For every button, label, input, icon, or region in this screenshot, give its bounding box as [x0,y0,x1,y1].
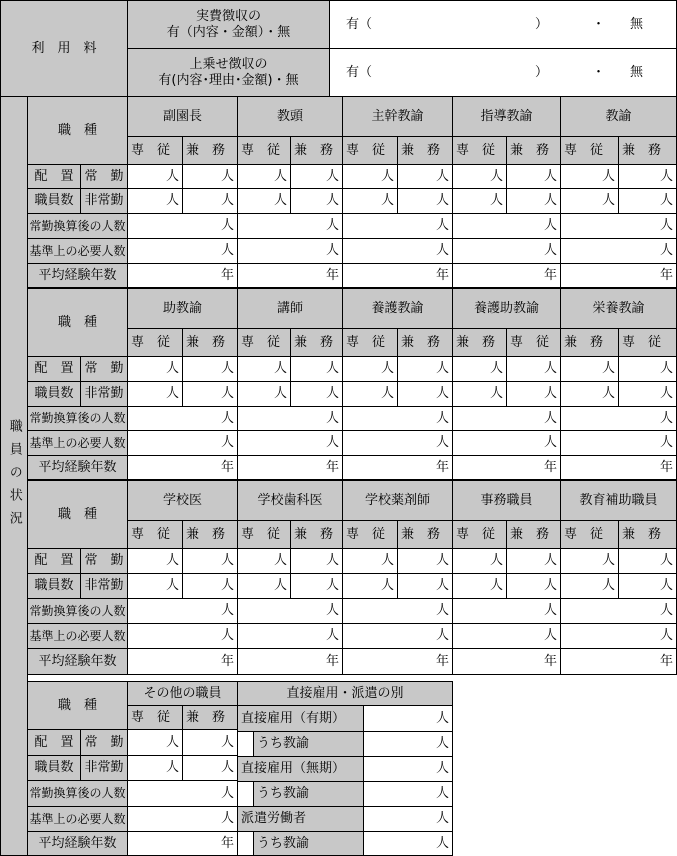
count-cell: 人 [506,164,561,189]
converted-cell: 人 [127,598,238,624]
subheader-left: 専 従 [127,328,183,357]
required-cell: 人 [560,238,677,264]
count-cell: 人 [182,548,238,574]
subheader-right: 兼 務 [506,136,561,165]
regular-label: 常 勤 [80,356,128,382]
subheader-left: 専 従 [127,520,183,549]
subheader-right: 兼 務 [618,136,677,165]
count-cell: 人 [397,381,453,407]
subheader-left: 専 従 [127,136,183,165]
experience-cell: 年 [342,455,453,480]
job-name: 助教諭 [127,288,238,329]
count-cell: 人 [237,381,291,407]
count-cell: 人 [290,381,343,407]
subheader-left: 専 従 [342,328,398,357]
job-type-label: 職 種 [27,96,128,165]
converted-cell: 人 [237,213,343,239]
count-cell: 人 [182,573,238,599]
regular-label: 常 勤 [80,729,128,756]
actual_cost-value-part: 有（ [346,16,373,32]
experience-cell: 年 [560,455,677,480]
experience-cell: 年 [127,648,238,675]
converted-cell: 人 [452,213,561,239]
count-cell: 人 [182,729,238,756]
employment-count-cell: 人 [363,781,453,807]
count-cell: 人 [237,188,291,214]
subheader-right: 専 従 [506,328,561,357]
subheader-right: 兼 務 [182,705,238,730]
surcharge-label [127,48,330,97]
required-cell: 人 [342,238,453,264]
experience-label: 平均経験年数 [27,263,128,288]
count-cell: 人 [452,381,507,407]
job-type-label: 職 種 [27,480,128,549]
subheader-right: 兼 務 [290,520,343,549]
subheader-right: 兼 務 [290,136,343,165]
required-cell: 人 [127,238,238,264]
count-cell: 人 [618,548,677,574]
count-cell: 人 [560,188,619,214]
experience-label: 平均経験年数 [27,648,128,675]
count-cell: 人 [182,381,238,407]
employment-indent [237,831,254,856]
staff-count-label: 職員数 [27,755,81,781]
count-cell: 人 [342,164,398,189]
subheader-left: 専 従 [342,520,398,549]
count-cell: 人 [127,356,183,382]
count-cell: 人 [506,188,561,214]
staff-section-label [0,96,28,856]
converted-label: 常勤換算後の人数 [27,213,128,239]
count-cell: 人 [127,573,183,599]
job-name: 指導教諭 [452,96,561,137]
converted-cell: 人 [127,780,238,807]
subheader-right: 兼 務 [397,520,453,549]
converted-cell: 人 [342,213,453,239]
subheader-left: 専 従 [452,520,507,549]
count-cell: 人 [290,164,343,189]
required-cell: 人 [127,623,238,649]
nonregular-label: 非常勤 [80,188,128,214]
converted-cell: 人 [127,406,238,431]
actual_cost-value-part: ・ [592,16,606,32]
count-cell: 人 [127,548,183,574]
subheader-right: 兼 務 [182,136,238,165]
converted-label: 常勤換算後の人数 [27,780,128,807]
subheader-left: 専 従 [452,136,507,165]
subheader-right: 兼 務 [506,520,561,549]
count-cell: 人 [237,548,291,574]
count-cell: 人 [618,356,677,382]
experience-cell: 年 [237,455,343,480]
employment-indent [237,731,254,757]
required-cell: 人 [237,430,343,456]
surcharge-label-line: 有(内容･理由･金額)・無 [158,72,299,88]
job-type-label: 職 種 [27,288,128,357]
experience-cell: 年 [127,831,238,856]
count-cell: 人 [560,164,619,189]
converted-cell: 人 [127,213,238,239]
fees-label: 利 用 料 [0,0,128,97]
required-cell: 人 [452,238,561,264]
nonregular-label: 非常勤 [80,755,128,781]
count-cell: 人 [182,164,238,189]
count-cell: 人 [127,755,183,781]
count-cell: 人 [290,548,343,574]
count-cell: 人 [452,164,507,189]
count-cell: 人 [452,548,507,574]
experience-cell: 年 [560,263,677,288]
job-name: 学校薬剤師 [342,480,453,521]
experience-cell: 年 [237,648,343,675]
count-cell: 人 [342,548,398,574]
surcharge-value-part: 無 [630,64,644,80]
experience-label: 平均経験年数 [27,455,128,480]
surcharge-value-part: ・ [592,64,606,80]
required-cell: 人 [560,623,677,649]
experience-cell: 年 [237,263,343,288]
experience-cell: 年 [452,263,561,288]
converted-cell: 人 [342,406,453,431]
experience-cell: 年 [452,455,561,480]
regular-label: 常 勤 [80,548,128,574]
actual_cost-value-part: ） [535,16,549,32]
employment-row-label: 直接雇用（有期） [237,705,364,732]
count-cell: 人 [182,755,238,781]
employment-count-cell: 人 [363,705,453,732]
count-cell: 人 [237,164,291,189]
employment-count-cell: 人 [363,806,453,832]
required-cell: 人 [342,623,453,649]
experience-cell: 年 [452,648,561,675]
count-cell: 人 [560,548,619,574]
placement-label: 配 置 [27,548,81,574]
converted-cell: 人 [342,598,453,624]
converted-cell: 人 [237,406,343,431]
count-cell: 人 [127,729,183,756]
count-cell: 人 [397,548,453,574]
surcharge-value [329,48,677,97]
subheader-left: 専 従 [560,520,619,549]
job-name: 教頭 [237,96,343,137]
job-name: 講師 [237,288,343,329]
count-cell: 人 [618,188,677,214]
count-cell: 人 [452,573,507,599]
actual_cost-value-part: 無 [630,16,644,32]
employment-indent [237,781,254,807]
subheader-right: 兼 務 [182,520,238,549]
actual-cost-label-line: 有（内容・金額）・無 [166,24,291,40]
actual_cost-value [329,0,677,49]
employment-row-label: 派遣労働者 [237,806,364,832]
converted-label: 常勤換算後の人数 [27,406,128,431]
count-cell: 人 [452,188,507,214]
converted-label: 常勤換算後の人数 [27,598,128,624]
count-cell: 人 [342,573,398,599]
count-cell: 人 [397,573,453,599]
job-name-other: その他の職員 [127,681,238,706]
converted-cell: 人 [560,406,677,431]
converted-cell: 人 [452,598,561,624]
required-cell: 人 [127,806,238,832]
converted-cell: 人 [560,213,677,239]
count-cell: 人 [290,188,343,214]
count-cell: 人 [560,356,619,382]
count-cell: 人 [342,188,398,214]
required-cell: 人 [452,430,561,456]
subheader-right: 兼 務 [397,328,453,357]
count-cell: 人 [127,381,183,407]
experience-cell: 年 [342,648,453,675]
staff-count-label: 職員数 [27,381,81,407]
nonregular-label: 非常勤 [80,573,128,599]
count-cell: 人 [397,356,453,382]
subheader-left: 専 従 [560,136,619,165]
count-cell: 人 [290,356,343,382]
count-cell: 人 [127,164,183,189]
subheader-left: 兼 務 [560,328,619,357]
job-type-label: 職 種 [27,681,128,730]
count-cell: 人 [506,381,561,407]
required-cell: 人 [127,430,238,456]
staff-count-label: 職員数 [27,573,81,599]
count-cell: 人 [618,381,677,407]
actual-cost-label-line: 実費徴収の [195,8,261,24]
count-cell: 人 [397,188,453,214]
staff-section-label-text: 職員の状況 [6,418,22,534]
subheader-left: 専 従 [342,136,398,165]
employment-count-cell: 人 [363,756,453,782]
required-label: 基準上の必要人数 [27,806,128,832]
count-cell: 人 [560,381,619,407]
subheader-right: 兼 務 [397,136,453,165]
count-cell: 人 [452,356,507,382]
experience-cell: 年 [127,455,238,480]
job-name: 養護助教諭 [452,288,561,329]
count-cell: 人 [618,164,677,189]
count-cell: 人 [127,188,183,214]
required-cell: 人 [237,623,343,649]
count-cell: 人 [506,573,561,599]
subheader-right: 専 従 [618,328,677,357]
count-cell: 人 [560,573,619,599]
experience-cell: 年 [560,648,677,675]
employment-row-label: うち教諭 [253,731,364,757]
placement-label: 配 置 [27,356,81,382]
employment-count-cell: 人 [363,731,453,757]
count-cell: 人 [237,356,291,382]
count-cell: 人 [397,164,453,189]
job-name: 学校歯科医 [237,480,343,521]
converted-cell: 人 [560,598,677,624]
required-label: 基準上の必要人数 [27,430,128,456]
converted-cell: 人 [452,406,561,431]
nonregular-label: 非常勤 [80,381,128,407]
count-cell: 人 [618,573,677,599]
experience-cell: 年 [342,263,453,288]
subheader-right: 兼 務 [182,328,238,357]
surcharge-value-part: 有（ [346,64,373,80]
staff-count-label: 職員数 [27,188,81,214]
subheader-left: 専 従 [237,136,291,165]
count-cell: 人 [342,381,398,407]
regular-label: 常 勤 [80,164,128,189]
job-name: 主幹教諭 [342,96,453,137]
job-name: 教育補助職員 [560,480,677,521]
count-cell: 人 [506,548,561,574]
count-cell: 人 [182,356,238,382]
required-cell: 人 [560,430,677,456]
job-name: 栄養教諭 [560,288,677,329]
employment-count-cell: 人 [363,831,453,856]
count-cell: 人 [506,356,561,382]
actual-cost-label [127,0,330,49]
job-name: 教諭 [560,96,677,137]
employment-header: 直接雇用・派遣の別 [237,681,453,706]
placement-label: 配 置 [27,164,81,189]
job-name: 副園長 [127,96,238,137]
job-name: 養護教諭 [342,288,453,329]
subheader-left: 専 従 [237,328,291,357]
count-cell: 人 [290,573,343,599]
subheader-left: 専 従 [237,520,291,549]
required-cell: 人 [342,430,453,456]
count-cell: 人 [237,573,291,599]
surcharge-value-part: ） [535,64,549,80]
job-name: 学校医 [127,480,238,521]
employment-row-label: うち教諭 [253,831,364,856]
required-label: 基準上の必要人数 [27,238,128,264]
experience-label: 平均経験年数 [27,831,128,856]
placement-label: 配 置 [27,729,81,756]
required-cell: 人 [237,238,343,264]
subheader-left: 兼 務 [452,328,507,357]
subheader-right: 兼 務 [290,328,343,357]
required-cell: 人 [452,623,561,649]
employment-row-label: うち教諭 [253,781,364,807]
experience-cell: 年 [127,263,238,288]
job-name: 事務職員 [452,480,561,521]
employment-row-label: 直接雇用（無期） [237,756,364,782]
required-label: 基準上の必要人数 [27,623,128,649]
count-cell: 人 [182,188,238,214]
subheader-left: 専 従 [127,705,183,730]
surcharge-label-line: 上乗せ徴収の [189,56,268,72]
count-cell: 人 [342,356,398,382]
subheader-right: 兼 務 [618,520,677,549]
converted-cell: 人 [237,598,343,624]
